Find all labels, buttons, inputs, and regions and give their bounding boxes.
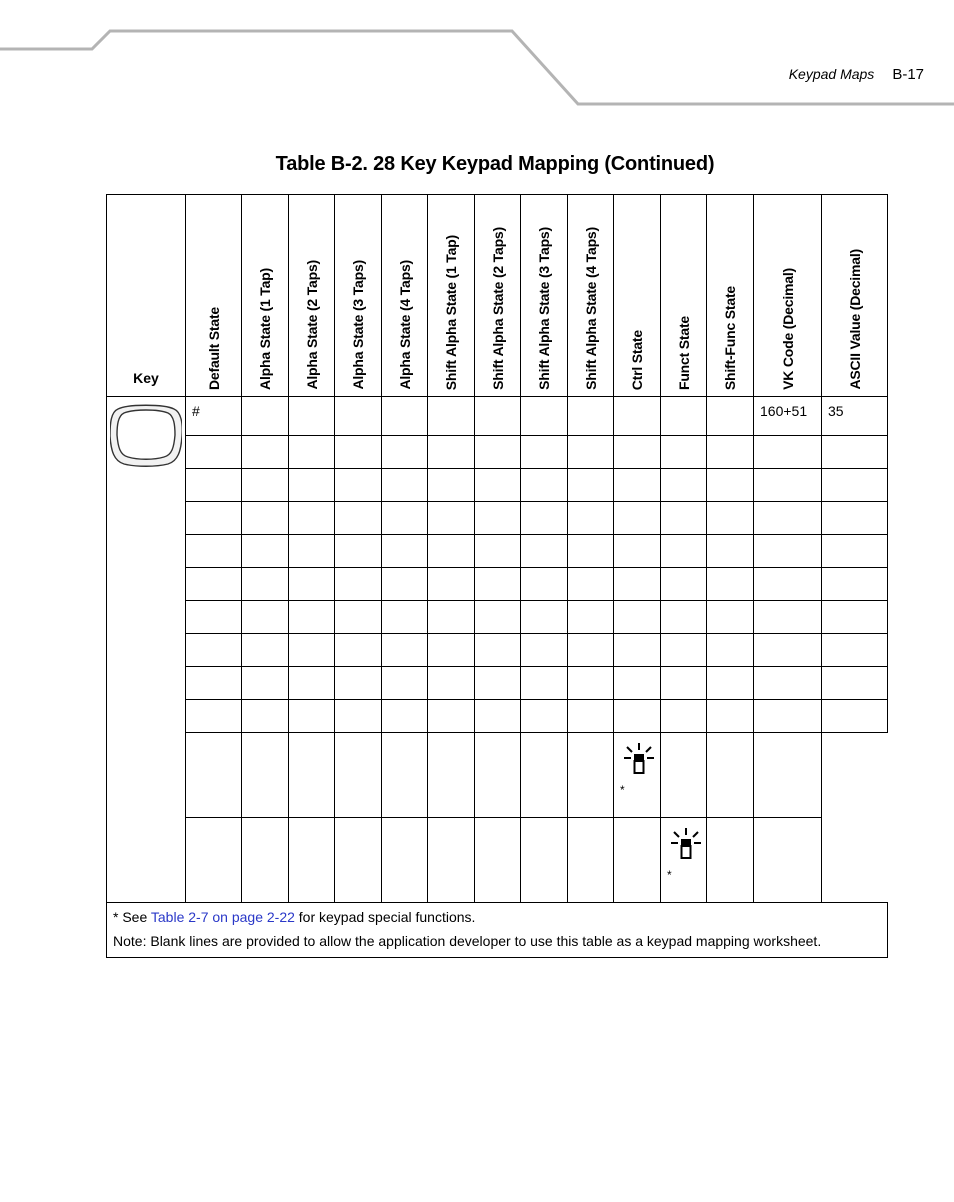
- table-cell: [382, 568, 428, 601]
- table-cell: [289, 667, 335, 700]
- column-header-label: Alpha State (3 Taps): [350, 260, 366, 390]
- column-header-label: Alpha State (1 Tap): [257, 268, 273, 390]
- table-cell: [754, 436, 822, 469]
- table-cell: [568, 436, 614, 469]
- table-cell: [382, 469, 428, 502]
- table-cell: [382, 818, 428, 903]
- column-header-label: Alpha State (2 Taps): [303, 260, 320, 390]
- footnote-prefix: * See: [113, 909, 151, 925]
- table-cell: [568, 601, 614, 634]
- table-cell: [521, 502, 568, 535]
- table-cell: [428, 733, 475, 818]
- table-cell: [186, 634, 242, 667]
- table-cell: [521, 397, 568, 436]
- table-cell: [382, 634, 428, 667]
- table-cell: [707, 733, 754, 818]
- table-cell: [521, 818, 568, 903]
- cell-shift-func-state: [661, 818, 707, 903]
- table-cell: [335, 436, 382, 469]
- table-cell: [382, 700, 428, 733]
- table-cell: [382, 502, 428, 535]
- table-cell: [521, 436, 568, 469]
- footnote-row: [107, 903, 888, 958]
- table-cell: [822, 568, 888, 601]
- table-cell: [335, 568, 382, 601]
- column-header-vk-code: [754, 195, 822, 397]
- table-cell: [242, 502, 289, 535]
- table-cell: [428, 469, 475, 502]
- table-row: [107, 700, 888, 733]
- table-cell: [521, 634, 568, 667]
- table-row: [107, 818, 888, 903]
- column-header-label: Default State: [205, 307, 222, 390]
- table-cell: [382, 733, 428, 818]
- column-header-ctrl-state: [614, 195, 661, 397]
- table-cell: [335, 818, 382, 903]
- table-cell: [428, 700, 475, 733]
- table-row: [107, 601, 888, 634]
- column-header-shift-alpha-4: [568, 195, 614, 397]
- table-cell: [428, 568, 475, 601]
- table-cell: [661, 634, 707, 667]
- table-cell: [289, 568, 335, 601]
- table-cell: [661, 601, 707, 634]
- asterisk-marker: *: [620, 783, 625, 797]
- table-cell: [382, 436, 428, 469]
- table-cell: [822, 535, 888, 568]
- table-cell: [428, 535, 475, 568]
- table-cell: [289, 436, 335, 469]
- table-cell: [707, 634, 754, 667]
- table-cell: [521, 733, 568, 818]
- column-header-label: Funct State: [675, 315, 692, 390]
- worksheet-note: Note: Blank lines are provided to allow the application developer to use this table as a keypad mapping worksheet.: [113, 933, 822, 949]
- table-cell: [475, 733, 521, 818]
- table-cell: [335, 397, 382, 436]
- table-cell: [661, 469, 707, 502]
- table-cell: [754, 700, 822, 733]
- table-cell: [335, 634, 382, 667]
- table-cell: [475, 634, 521, 667]
- column-header-label: ASCII Value (Decimal): [846, 249, 863, 390]
- table-cell: [335, 700, 382, 733]
- table-row: [107, 502, 888, 535]
- table-cell: [242, 700, 289, 733]
- column-header-label: Key: [133, 370, 159, 386]
- table-cell: [186, 733, 242, 818]
- table-cell: [521, 535, 568, 568]
- table-cell: [822, 436, 888, 469]
- table-row: [107, 535, 888, 568]
- table-cell: [242, 601, 289, 634]
- function-key-icon: [669, 826, 703, 866]
- table-cell: [475, 700, 521, 733]
- table-cell: [707, 397, 754, 436]
- table-cell: [707, 601, 754, 634]
- table-cell: [289, 502, 335, 535]
- table-cell: [754, 469, 822, 502]
- table-cell: [707, 568, 754, 601]
- key-cell: [107, 397, 186, 903]
- table-cell: [614, 634, 661, 667]
- table-cell: [428, 818, 475, 903]
- table-cell: [822, 601, 888, 634]
- table-cell: [242, 818, 289, 903]
- table-cell: [475, 469, 521, 502]
- table-cell: [428, 601, 475, 634]
- table-cell: [614, 700, 661, 733]
- table-cell: [289, 818, 335, 903]
- column-header-label: Shift Alpha State (1 Tap): [443, 234, 459, 390]
- footnote-suffix: for keypad special functions.: [294, 909, 476, 925]
- table-row: [107, 634, 888, 667]
- table-cell: [428, 634, 475, 667]
- table-cell: [707, 667, 754, 700]
- table-cell: [475, 667, 521, 700]
- table-cell: [568, 733, 614, 818]
- table-cell: [754, 535, 822, 568]
- table-cell: [289, 700, 335, 733]
- table-row: [107, 733, 888, 818]
- column-header-alpha-1: [242, 195, 289, 397]
- column-header-label: Alpha State (4 Taps): [396, 260, 413, 390]
- table-cell: [335, 667, 382, 700]
- table-reference-link[interactable]: Table 2-7 on page 2-22: [150, 909, 295, 925]
- table-cell: [242, 568, 289, 601]
- table-cell: [661, 733, 707, 818]
- table-cell: [707, 700, 754, 733]
- table-cell: [335, 535, 382, 568]
- table-row: [107, 436, 888, 469]
- table-cell: [382, 601, 428, 634]
- table-cell: [335, 601, 382, 634]
- table-cell: [428, 397, 475, 436]
- table-cell: [242, 535, 289, 568]
- table-cell: [186, 700, 242, 733]
- table-cell: [754, 601, 822, 634]
- table-cell: [428, 436, 475, 469]
- section-title: Keypad Maps: [788, 66, 875, 82]
- table-cell: [428, 502, 475, 535]
- page-number: B-17: [892, 66, 924, 83]
- column-header-label: VK Code (Decimal): [779, 268, 796, 390]
- table-cell: [707, 535, 754, 568]
- column-header-shift-func-state: [707, 195, 754, 397]
- table-cell: [186, 535, 242, 568]
- running-head: [789, 66, 924, 83]
- table-cell: [754, 634, 822, 667]
- table-cell: [568, 568, 614, 601]
- column-header-shift-alpha-3: [521, 195, 568, 397]
- table-cell: [614, 667, 661, 700]
- table-cell: [475, 818, 521, 903]
- table-row: [107, 568, 888, 601]
- table-cell: [707, 469, 754, 502]
- table-cell: [568, 502, 614, 535]
- asterisk-marker: *: [667, 868, 672, 882]
- table-cell: [822, 700, 888, 733]
- table-cell: [382, 535, 428, 568]
- footnote-cell: [107, 903, 888, 958]
- table-cell: [661, 535, 707, 568]
- table-cell: [568, 818, 614, 903]
- table-cell: [475, 397, 521, 436]
- table-cell: [521, 568, 568, 601]
- table-cell: [521, 469, 568, 502]
- table-cell: [475, 601, 521, 634]
- column-header-default-state: [186, 195, 242, 397]
- function-key-icon: [622, 741, 656, 781]
- table-cell: [335, 469, 382, 502]
- header-rule: [0, 0, 954, 110]
- column-header-ascii-value: [822, 195, 888, 397]
- blank-keycap-icon: [110, 403, 182, 467]
- table-cell: [289, 469, 335, 502]
- table-cell: [568, 397, 614, 436]
- column-header-label: Ctrl State: [629, 329, 645, 390]
- table-cell: [289, 601, 335, 634]
- table-cell: [822, 667, 888, 700]
- table-cell: [382, 667, 428, 700]
- table-cell: [614, 601, 661, 634]
- table-cell: [822, 634, 888, 667]
- table-cell: [614, 436, 661, 469]
- table-cell: [614, 568, 661, 601]
- column-header-alpha-2: [289, 195, 335, 397]
- table-cell: [242, 733, 289, 818]
- column-header-label: Shift Alpha State (4 Taps): [582, 227, 599, 390]
- table-cell: [754, 818, 822, 903]
- column-header-shift-alpha-2: [475, 195, 521, 397]
- table-cell: [614, 469, 661, 502]
- table-cell: [242, 436, 289, 469]
- table-cell: [661, 397, 707, 436]
- column-header-label: Shift Alpha State (3 Taps): [536, 227, 552, 390]
- table-cell: [568, 667, 614, 700]
- table-cell: [475, 436, 521, 469]
- table-cell: [614, 397, 661, 436]
- column-header-label: Shift Alpha State (2 Taps): [489, 227, 506, 390]
- table-cell: [521, 667, 568, 700]
- table-cell: [335, 733, 382, 818]
- cell-default-state: #: [186, 397, 242, 436]
- table-cell: [186, 502, 242, 535]
- table-cell: [568, 535, 614, 568]
- table-cell: [186, 568, 242, 601]
- cell-ascii-value: 35: [822, 397, 888, 436]
- table-cell: [521, 601, 568, 634]
- table-cell: [242, 634, 289, 667]
- column-header-alpha-4: [382, 195, 428, 397]
- table-cell: [661, 568, 707, 601]
- table-cell: [707, 436, 754, 469]
- table-cell: [289, 733, 335, 818]
- table-cell: [614, 818, 661, 903]
- table-cell: [186, 818, 242, 903]
- table-cell: [568, 469, 614, 502]
- keypad-mapping-table: [106, 194, 888, 958]
- table-cell: [822, 502, 888, 535]
- table-cell: [475, 568, 521, 601]
- table-cell: [186, 601, 242, 634]
- header-row: [107, 195, 888, 397]
- table-cell: [754, 568, 822, 601]
- table-cell: [242, 397, 289, 436]
- table-cell: [661, 502, 707, 535]
- table-cell: [289, 634, 335, 667]
- table-cell: [707, 502, 754, 535]
- table-cell: [754, 502, 822, 535]
- table-cell: [475, 502, 521, 535]
- cell-funct-state: [614, 733, 661, 818]
- column-header-label: Shift-Func State: [722, 285, 738, 390]
- table-cell: [428, 667, 475, 700]
- table-cell: [661, 436, 707, 469]
- table-cell: [707, 818, 754, 903]
- table-cell: [289, 397, 335, 436]
- table-cell: [289, 535, 335, 568]
- table-title: Table B-2. 28 Key Keypad Mapping (Continued): [275, 153, 715, 175]
- cell-vk-code: 160+51: [754, 397, 822, 436]
- table-cell: [186, 667, 242, 700]
- table-cell: [568, 700, 614, 733]
- table-cell: [475, 535, 521, 568]
- table-cell: [754, 667, 822, 700]
- table-cell: [661, 667, 707, 700]
- table-cell: [568, 634, 614, 667]
- table-cell: [382, 397, 428, 436]
- table-cell: [614, 535, 661, 568]
- table-cell: [186, 436, 242, 469]
- column-header-alpha-3: [335, 195, 382, 397]
- table-cell: [521, 700, 568, 733]
- table-row: [107, 397, 888, 436]
- table-cell: [335, 502, 382, 535]
- table-cell: [661, 700, 707, 733]
- column-header-shift-alpha-1: [428, 195, 475, 397]
- table-cell: [242, 469, 289, 502]
- column-header-funct-state: [661, 195, 707, 397]
- table-cell: [822, 469, 888, 502]
- column-header-key: [107, 195, 186, 397]
- table-row: [107, 469, 888, 502]
- table-cell: [614, 502, 661, 535]
- table-cell: [754, 733, 822, 818]
- table-cell: [186, 469, 242, 502]
- footnote: [113, 909, 887, 925]
- table-row: [107, 667, 888, 700]
- table-cell: [242, 667, 289, 700]
